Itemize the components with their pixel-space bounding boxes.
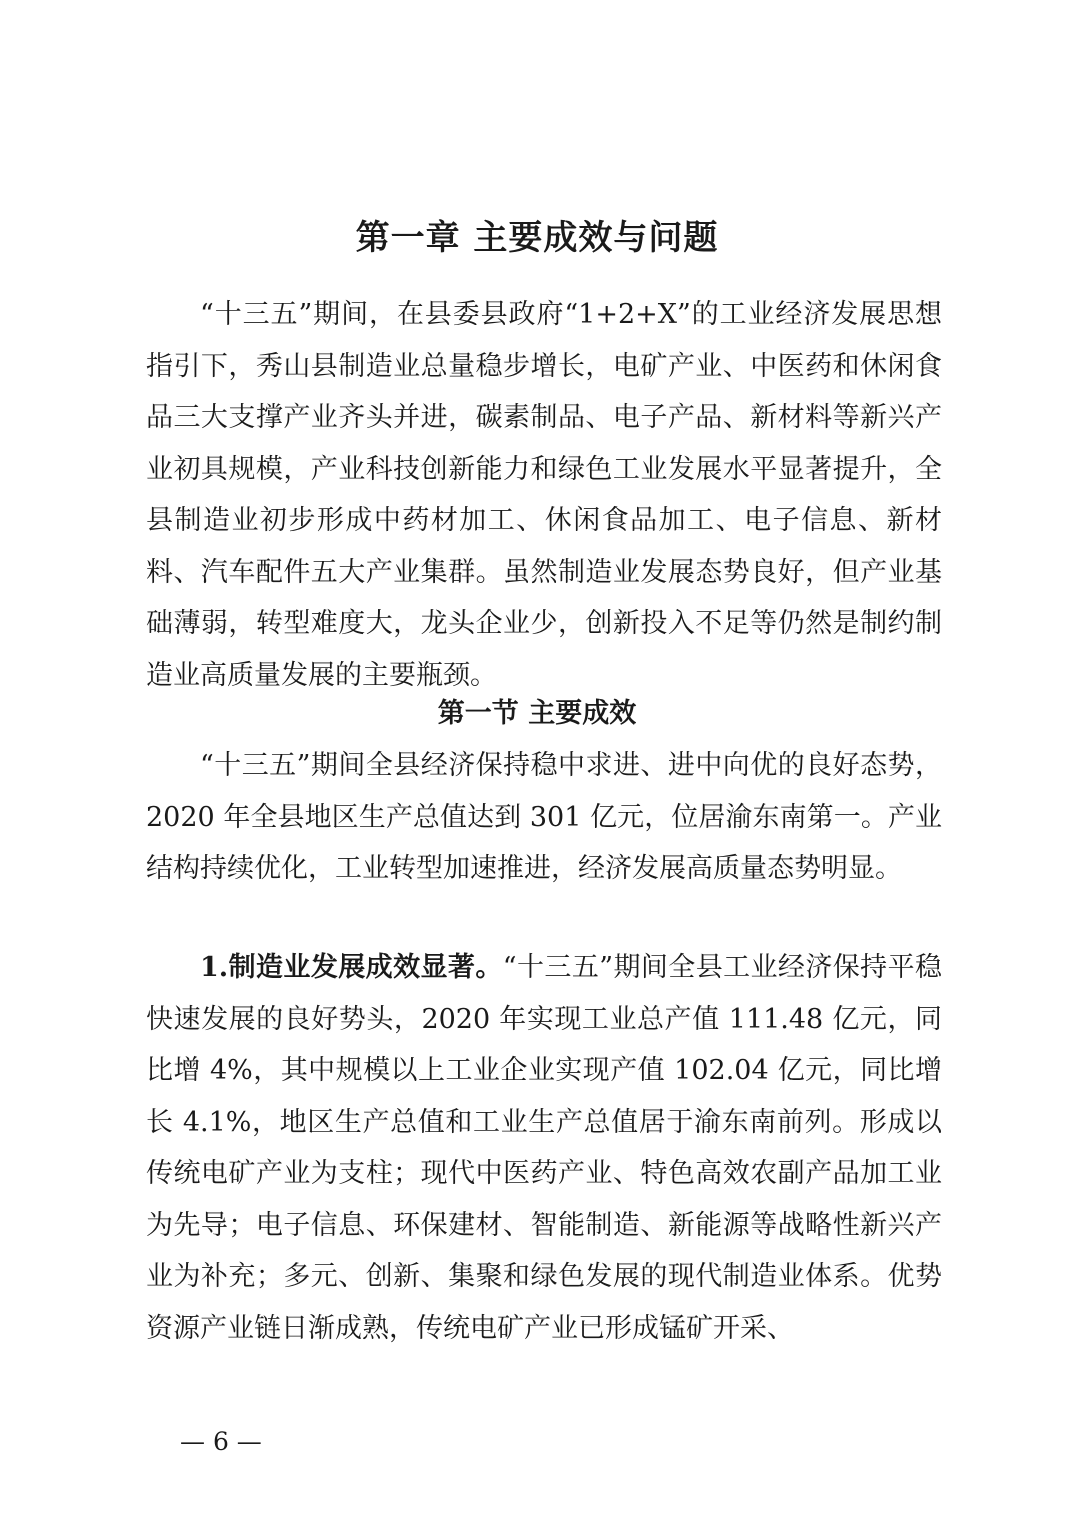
item-1-lead: 1.制造业发展成效显著。 bbox=[200, 952, 503, 983]
item-1-text: “十三五”期间全县工业经济保持平稳快速发展的良好势头，2020 年实现工业总产值 111.48 亿元，同比增 4%，其中规模以上工业企业实现产值 102.04 亿元，同比增长 4.1%，地区生产总值和工业生产总值居于渝东南前列。形成以传统电矿产业为支柱；现代中医药产业、特色高效农副产品加工业为先导；电子信息、环保建材、智能制造、新能源等战略性新兴产业为补充；多元、创新、集聚和绿色发展的现代制造业体系。优势资源产业链日渐成熟，传统电矿产业已形成锰矿开采、 bbox=[146, 952, 943, 1344]
section-intro-paragraph: “十三五”期间全县经济保持稳中求进、进中向优的良好态势，2020 年全县地区生产总值达到 301 亿元，位居渝东南第一。产业结构持续优化，工业转型加速推进，经济发展高质量态势明显。 bbox=[146, 750, 942, 884]
intro-paragraph: “十三五”期间，在县委县政府“1+2+X”的工业经济发展思想指引下，秀山县制造业总量稳步增长，电矿产业、中医药和休闲食品三大支撑产业齐头并进，碳素制品、电子产品、新材料等新兴产业初具规模，产业科技创新能力和绿色工业发展水平显著提升，全县制造业初步形成中药材加工、休闲食品加工、电子信息、新材料、汽车配件五大产业集群。虽然制造业发展态势良好，但产业基础薄弱，转型难度大，龙头企业少，创新投入不足等仍然是制约制造业高质量发展的主要瓶颈。 bbox=[146, 299, 942, 691]
page-number: — 6 — bbox=[180, 1427, 262, 1456]
item-1-paragraph bbox=[146, 942, 942, 1354]
section-title: 第一节 主要成效 bbox=[437, 698, 637, 729]
chapter-title: 第一章 主要成效与问题 bbox=[355, 218, 719, 258]
